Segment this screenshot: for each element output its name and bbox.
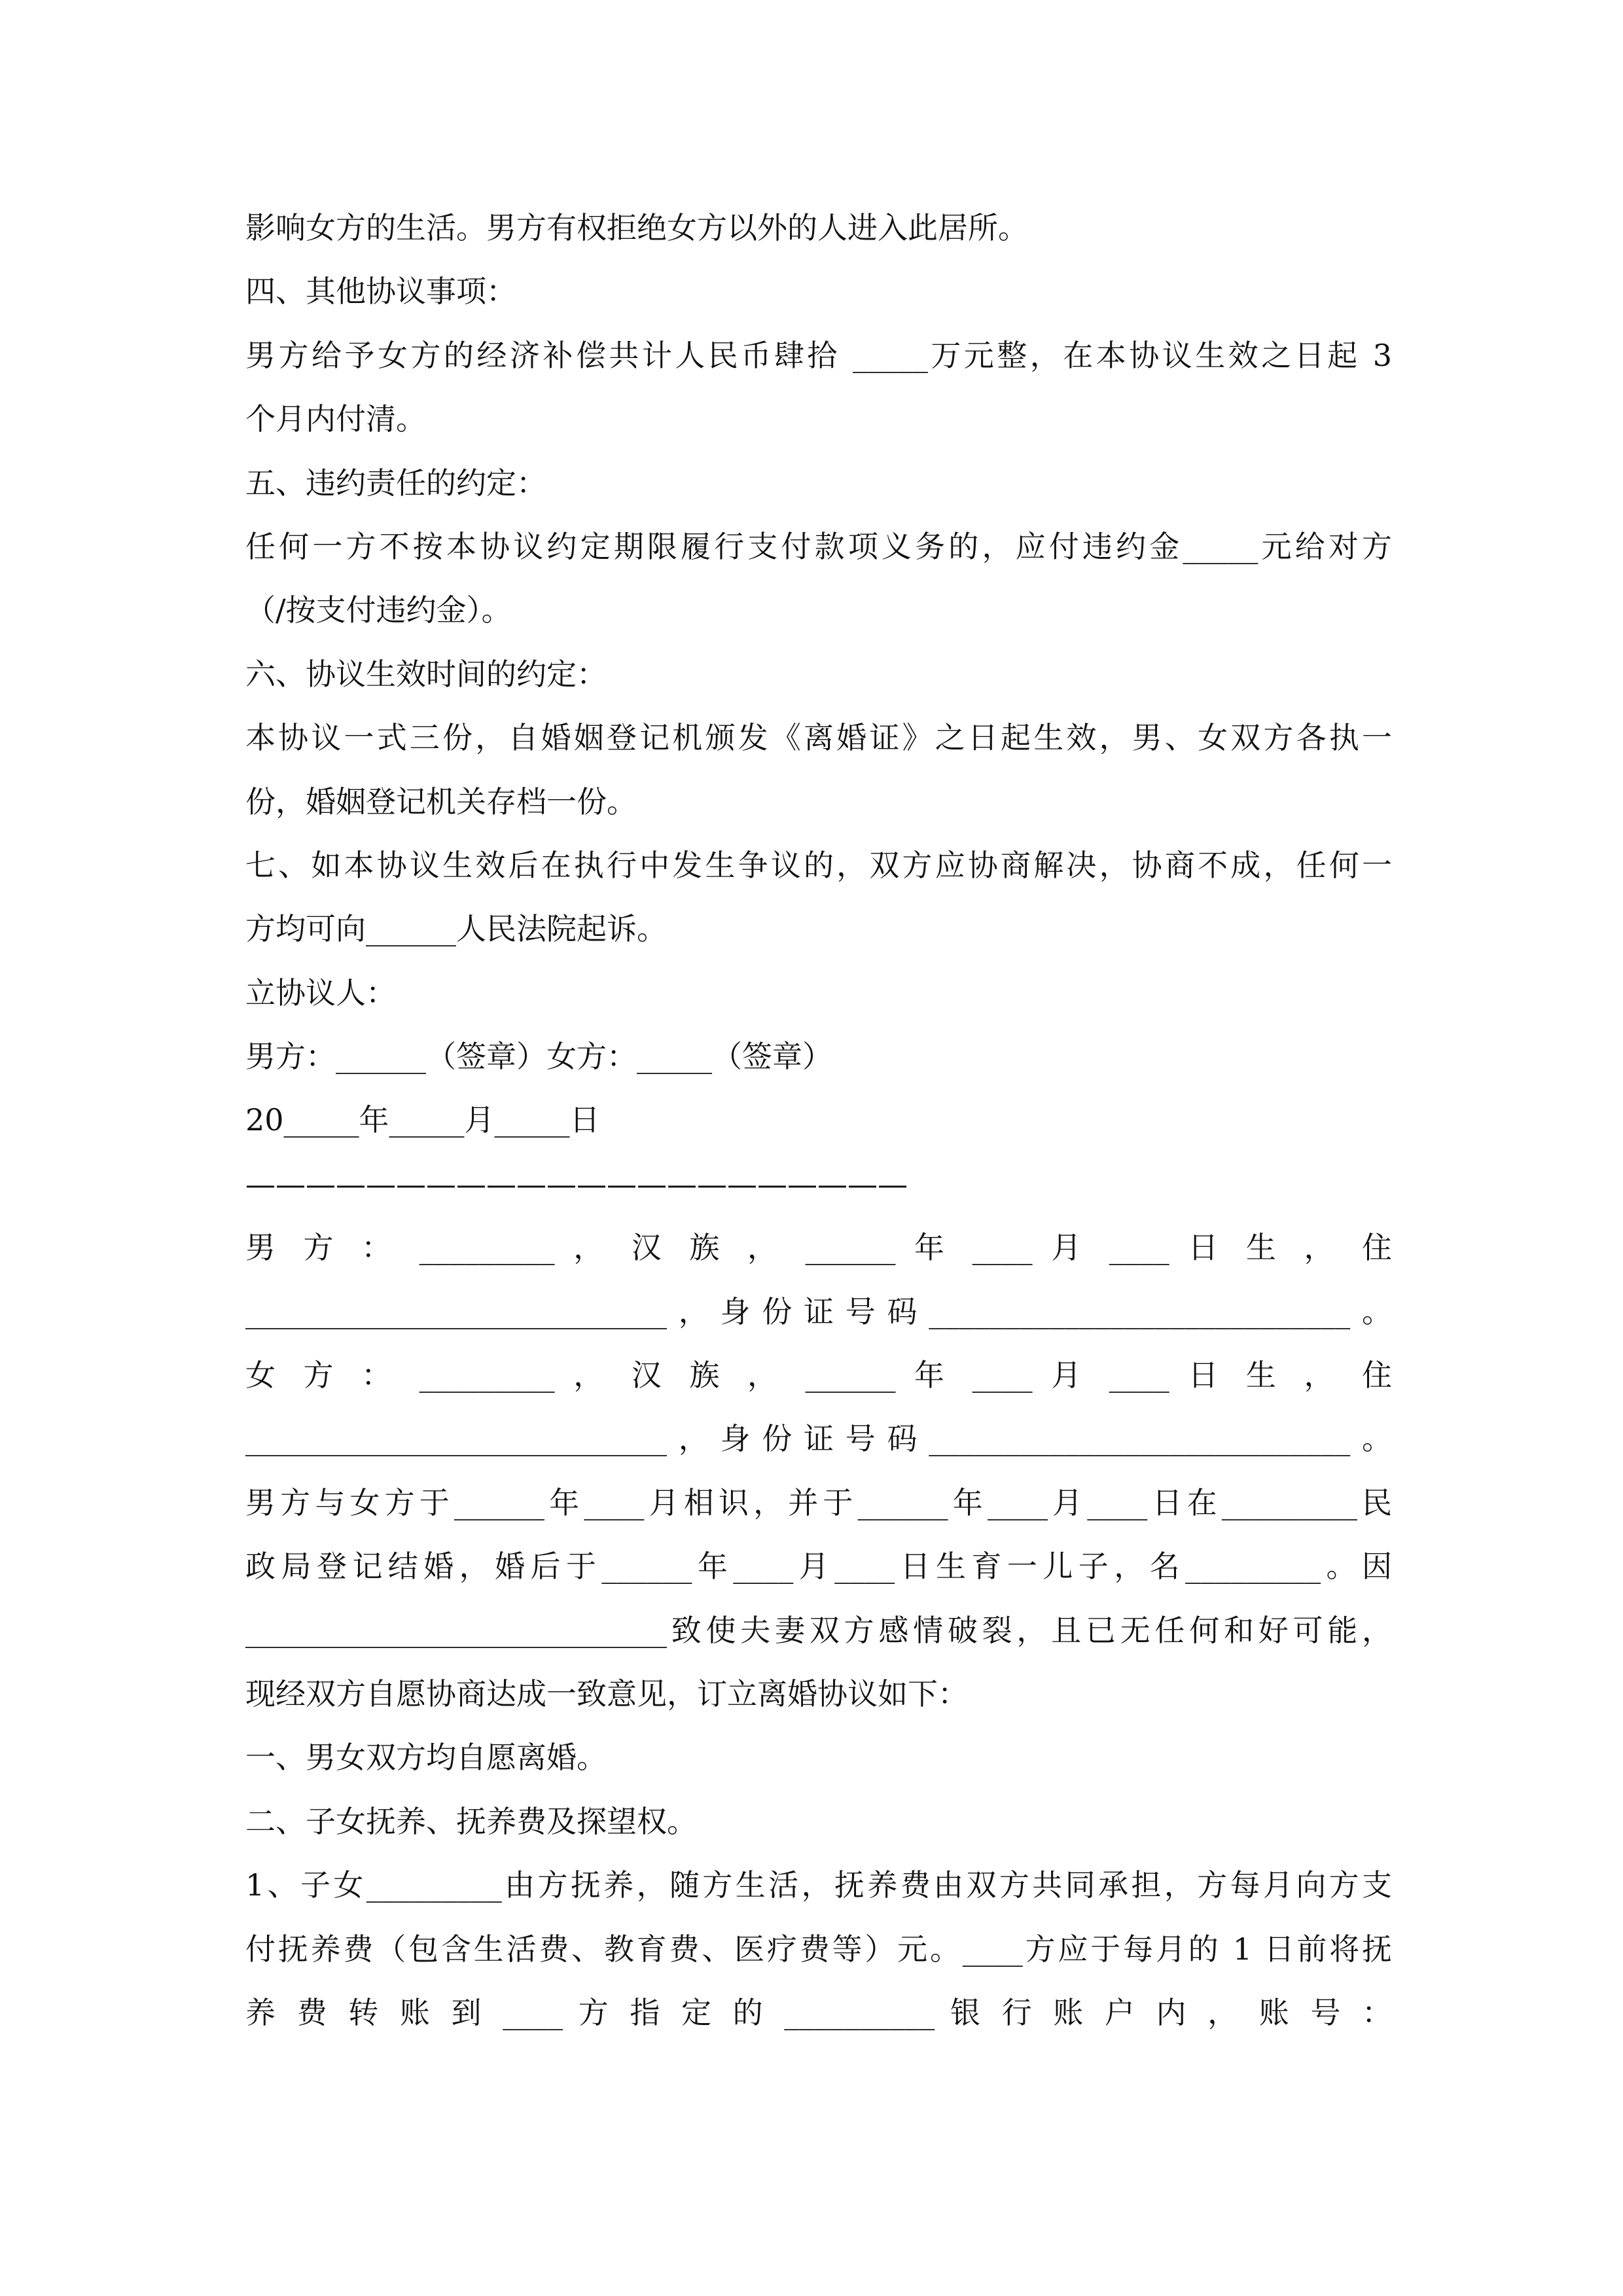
text-line-copies-cont: 份，婚姻登记机关存档一份。	[245, 783, 637, 819]
clause-2-1-custody: 1、子女_________由方抚养，随方生活，抚养费由双方共同承担，方每月向方支	[245, 1867, 1392, 1903]
female-party-info: 女 方 ： _________ ， 汉 族 ， ______ 年 ____ 月 ____ 日 生 ， 住	[245, 1357, 1392, 1393]
text-line-dispute-cont: 方均可向______人民法院起诉。	[245, 911, 667, 947]
section-heading-other-matters: 四、其他协议事项：	[245, 274, 516, 310]
text-line-agreement-intro: 现经双方自愿协商达成一致意见，订立离婚协议如下：	[245, 1676, 968, 1712]
text-line-dispute: 七、如本协议生效后在执行中发生争议的，双方应协商解决，协商不成，任何一	[245, 847, 1392, 883]
text-line-penalty: 任何一方不按本协议约定期限履行支付款项义务的，应付违约金_____元给对方	[245, 528, 1392, 564]
clause-1-divorce: 一、男女双方均自愿离婚。	[245, 1740, 607, 1776]
section-heading-breach: 五、违约责任的约定：	[245, 465, 546, 501]
male-party-info: 男 方 ： _________ ， 汉 族 ， ______ 年 ____ 月 ____ 日 生 ， 住	[245, 1230, 1392, 1266]
text-line-marriage: 政局登记结婚，婚后于______年____月____日生育一儿子，名_________。因	[245, 1549, 1393, 1585]
text-line-1: 影响女方的生活。男方有权拒绝女方以外的人进入此居所。	[245, 210, 1028, 245]
male-party-id: ____________________________，身份证号码____________________________。	[245, 1293, 1392, 1329]
text-line-breakdown: ____________________________致使夫妻双方感情破裂，且已无任何和好可能，	[245, 1612, 1392, 1648]
text-line-penalty-cont: （/按支付违约金）。	[245, 592, 512, 628]
clause-2-1-payment: 付抚养费（包含生活费、教育费、医疗费等）元。____方应于每月的 1 日前将抚	[245, 1931, 1392, 1967]
section-heading-effective: 六、协议生效时间的约定：	[245, 656, 607, 692]
signature-line: 男方：______（签章）女方：_____（签章）	[245, 1039, 832, 1075]
text-line-acquaintance: 男方与女方于______年____月相识，并于______年____月____日在_________民	[245, 1484, 1392, 1520]
text-line-compensation: 男方给予女方的经济补偿共计人民币肆拾 _____万元整，在本协议生效之日起 3	[245, 337, 1392, 373]
clause-2-heading: 二、子女抚养、抚养费及探望权。	[245, 1803, 697, 1839]
text-line-copies: 本协议一式三份，自婚姻登记机颁发《离婚证》之日起生效，男、女双方各执一	[245, 720, 1392, 756]
divider-line: ——————————————————————	[245, 1166, 908, 1202]
clause-2-1-account: 养 费 转 账 到 ____ 方 指 定 的 __________ 银 行 账 户 内 ， 账 号 ：	[245, 1994, 1392, 2030]
signatories-label: 立协议人：	[245, 975, 396, 1011]
date-line: 20_____年_____月_____日	[245, 1102, 600, 1138]
text-line-compensation-cont: 个月内付清。	[245, 401, 426, 437]
document-body	[245, 196, 1392, 2045]
female-party-id: ____________________________，身份证号码____________________________。	[245, 1421, 1392, 1457]
